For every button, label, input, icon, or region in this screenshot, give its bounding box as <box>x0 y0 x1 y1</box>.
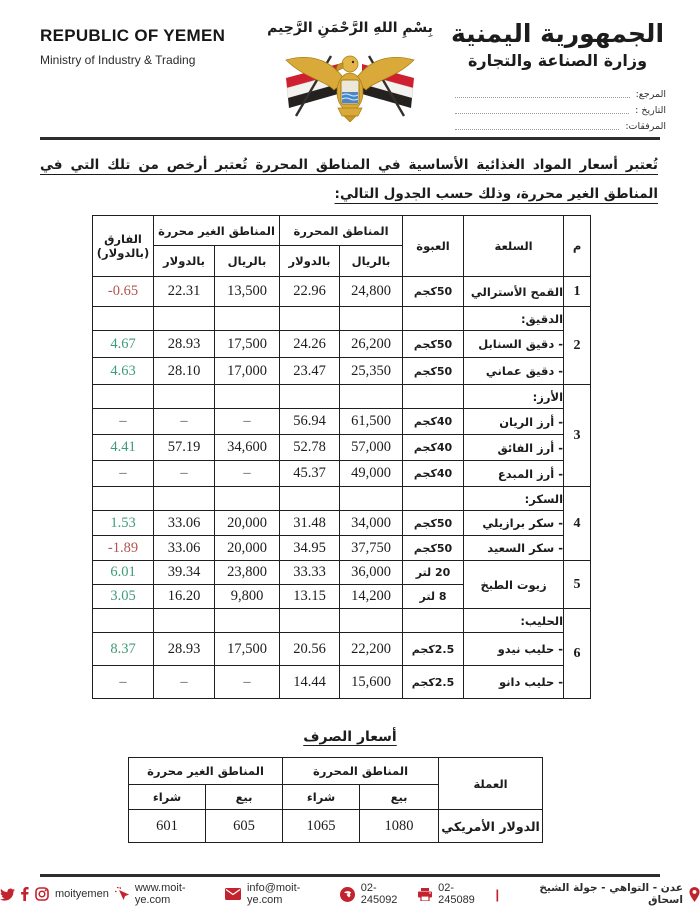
empty-cell <box>403 609 464 633</box>
commodity-group-label: الدقيق: <box>464 307 564 331</box>
price-cell: 22.96 <box>280 277 340 307</box>
country-title-ar: الجمهورية اليمنية <box>450 19 665 48</box>
pack-cell: 50كجم <box>403 358 464 385</box>
yemen-coat-of-arms-icon <box>250 36 450 126</box>
fx-header-liberated: المناطق المحررة <box>283 758 439 785</box>
footer-text: moityemen <box>55 888 109 900</box>
reference-field-row <box>451 104 666 116</box>
price-cell: 17,500 <box>215 633 280 666</box>
commodity-name-cell: القمح الأسترالي <box>464 277 564 307</box>
empty-cell <box>340 609 403 633</box>
price-cell: 13.15 <box>280 585 340 609</box>
price-cell: 34.95 <box>280 536 340 561</box>
envelope-icon <box>225 888 241 900</box>
reference-field-row <box>451 88 666 100</box>
empty-cell <box>215 487 280 511</box>
empty-cell <box>340 487 403 511</box>
price-cell: 24,800 <box>340 277 403 307</box>
bismillah-text: بِسْمِ اللهِ الرَّحْمَنِ الرَّحِيم <box>267 20 433 36</box>
footer-text: www.moit-ye.com <box>134 882 186 906</box>
fax-icon <box>418 888 432 901</box>
price-cell: 14.44 <box>280 666 340 699</box>
empty-cell <box>340 385 403 409</box>
exchange-title: أسعار الصرف <box>303 729 397 745</box>
exchange-table <box>128 757 543 843</box>
price-cell: 20.56 <box>280 633 340 666</box>
exchange-rate-cell: 601 <box>129 810 206 843</box>
price-cell: – <box>154 409 215 435</box>
pack-cell: 50كجم <box>403 277 464 307</box>
price-cell: 1.53 <box>93 511 154 536</box>
row-number-cell: 6 <box>564 609 591 699</box>
price-cell: 31.48 <box>280 511 340 536</box>
price-cell: 33.33 <box>280 561 340 585</box>
location-pin-icon <box>689 887 700 902</box>
price-cell: 15,600 <box>340 666 403 699</box>
empty-cell <box>280 385 340 409</box>
price-cell: – <box>93 409 154 435</box>
price-cell: -0.65 <box>93 277 154 307</box>
price-table-wrap <box>92 215 591 699</box>
price-cell: 45.37 <box>280 461 340 487</box>
pack-cell: 40كجم <box>403 409 464 435</box>
price-cell: 24.26 <box>280 331 340 358</box>
price-cell: 37,750 <box>340 536 403 561</box>
price-cell: 22.31 <box>154 277 215 307</box>
col-header-usd-non: بالدولار <box>154 246 215 277</box>
fx-header-non-liberated: المناطق الغير محررة <box>129 758 283 785</box>
empty-cell <box>154 609 215 633</box>
price-table <box>92 215 591 699</box>
price-cell: 22,200 <box>340 633 403 666</box>
price-cell: 33.06 <box>154 511 215 536</box>
col-header-liberated: المناطق المحررة <box>280 216 403 246</box>
fx-header-sell-non: بيع <box>206 785 283 810</box>
footer-separator: | <box>495 886 500 902</box>
pack-cell: 50كجم <box>403 511 464 536</box>
price-cell: 8.37 <box>93 633 154 666</box>
price-cell: 14,200 <box>340 585 403 609</box>
pack-cell: 8 لتر <box>403 585 464 609</box>
price-cell: 57,000 <box>340 435 403 461</box>
commodity-group-label: السكر: <box>464 487 564 511</box>
price-cell: – <box>154 666 215 699</box>
diff-line2: (بالدولار) <box>96 246 150 260</box>
commodity-group-label: الأرز: <box>464 385 564 409</box>
price-cell: 4.67 <box>93 331 154 358</box>
footer-text: 02-245089 <box>438 882 475 906</box>
exchange-table-wrap <box>128 757 543 843</box>
footer-text: 02-245092 <box>360 882 398 906</box>
price-cell: 36,000 <box>340 561 403 585</box>
reference-field-line <box>455 113 629 114</box>
price-cell: 23.47 <box>280 358 340 385</box>
price-cell: – <box>215 409 280 435</box>
price-table-body <box>93 277 591 699</box>
commodity-name-cell: - أرز الريان <box>464 409 564 435</box>
pack-cell: 40كجم <box>403 461 464 487</box>
row-number-cell: 1 <box>564 277 591 307</box>
exchange-rate-cell: 1065 <box>283 810 360 843</box>
footer-contact-bar <box>0 882 700 906</box>
empty-cell <box>93 609 154 633</box>
commodity-name-cell: - سكر برازيلي <box>464 511 564 536</box>
currency-name-cell: الدولار الأمريكي <box>439 810 543 843</box>
price-cell: 17,000 <box>215 358 280 385</box>
price-cell: 39.34 <box>154 561 215 585</box>
col-header-riyal-lib: بالريال <box>340 246 403 277</box>
reference-fields <box>451 88 666 136</box>
price-cell: 9,800 <box>215 585 280 609</box>
price-cell: 17,500 <box>215 331 280 358</box>
col-header-non-liberated: المناطق الغير محررة <box>154 216 280 246</box>
ministry-subtitle-ar: وزارة الصناعة والتجارة <box>467 51 648 70</box>
price-cell: 33.06 <box>154 536 215 561</box>
empty-cell <box>280 487 340 511</box>
intro-paragraph: تُعتبر أسعار المواد الغذائية الأساسية في المناطق المحررة تُعتبر أرخص من تلك التي في المناطق الغير محررة، وذلك حسب الجدول التالي: <box>40 157 658 202</box>
price-cell: 25,350 <box>340 358 403 385</box>
price-cell: 26,200 <box>340 331 403 358</box>
commodity-group-cell: زيوت الطبخ <box>464 561 564 609</box>
reference-field-label-1: التاريخ : <box>635 105 666 116</box>
col-header-diff <box>93 216 154 277</box>
price-cell: 61,500 <box>340 409 403 435</box>
empty-cell <box>93 385 154 409</box>
price-cell: 4.63 <box>93 358 154 385</box>
reference-field-line <box>455 129 619 130</box>
row-number-cell: 5 <box>564 561 591 609</box>
price-cell: 56.94 <box>280 409 340 435</box>
price-cell: 3.05 <box>93 585 154 609</box>
empty-cell <box>340 307 403 331</box>
empty-cell <box>93 487 154 511</box>
row-number-cell: 4 <box>564 487 591 561</box>
price-cell: 28.93 <box>154 633 215 666</box>
empty-cell <box>403 307 464 331</box>
empty-cell <box>403 385 464 409</box>
price-cell: 28.93 <box>154 331 215 358</box>
empty-cell <box>280 609 340 633</box>
reference-field-label-0: المرجع: <box>635 89 666 100</box>
price-cell: 6.01 <box>93 561 154 585</box>
commodity-name-cell: - أرز المبدع <box>464 461 564 487</box>
diff-line1: الفارق <box>104 232 142 246</box>
header-english-block <box>40 26 225 67</box>
phone-icon <box>340 887 355 902</box>
fx-header-sell-lib: بيع <box>360 785 439 810</box>
price-cell: 49,000 <box>340 461 403 487</box>
footer-text: info@moit-ye.com <box>246 882 301 906</box>
exchange-table-body <box>129 810 543 843</box>
footer-divider <box>40 874 660 877</box>
country-title-en: REPUBLIC OF YEMEN <box>40 26 226 45</box>
price-cell: – <box>215 666 280 699</box>
fx-header-buy-non: شراء <box>129 785 206 810</box>
fx-header-buy-lib: شراء <box>283 785 360 810</box>
pack-cell: 50كجم <box>403 331 464 358</box>
commodity-name-cell: - دقيق السنابل <box>464 331 564 358</box>
empty-cell <box>154 307 215 331</box>
commodity-name-cell: - دقيق عماني <box>464 358 564 385</box>
price-cell: 13,500 <box>215 277 280 307</box>
twitter-icon <box>0 888 15 901</box>
price-cell: – <box>154 461 215 487</box>
fx-header-currency: العملة <box>439 758 543 810</box>
price-cell: – <box>215 461 280 487</box>
cursor-click-icon <box>115 887 129 901</box>
facebook-icon <box>21 887 29 901</box>
col-header-item: السلعة <box>464 216 564 277</box>
instagram-icon <box>35 887 49 901</box>
empty-cell <box>215 307 280 331</box>
pack-cell: 40كجم <box>403 435 464 461</box>
price-cell: 34,000 <box>340 511 403 536</box>
reference-field-label-2: المرفقات: <box>625 121 666 132</box>
commodity-name-cell: - حليب نيدو <box>464 633 564 666</box>
price-cell: 34,600 <box>215 435 280 461</box>
price-cell: 57.19 <box>154 435 215 461</box>
price-cell: 20,000 <box>215 511 280 536</box>
price-cell: – <box>93 666 154 699</box>
col-header-no: م <box>564 216 591 277</box>
pack-cell: 2.5كجم <box>403 633 464 666</box>
pack-cell: 50كجم <box>403 536 464 561</box>
empty-cell <box>280 307 340 331</box>
exchange-rate-cell: 605 <box>206 810 283 843</box>
price-cell: 28.10 <box>154 358 215 385</box>
empty-cell <box>154 487 215 511</box>
reference-field-row <box>451 120 666 132</box>
col-header-pack: العبوة <box>403 216 464 277</box>
empty-cell <box>403 487 464 511</box>
row-number-cell: 3 <box>564 385 591 487</box>
price-cell: 23,800 <box>215 561 280 585</box>
pack-cell: 20 لتر <box>403 561 464 585</box>
empty-cell <box>154 385 215 409</box>
price-cell: – <box>93 461 154 487</box>
col-header-riyal-non: بالريال <box>215 246 280 277</box>
commodity-name-cell: - حليب دانو <box>464 666 564 699</box>
price-cell: 20,000 <box>215 536 280 561</box>
commodity-name-cell: - أرز الفائق <box>464 435 564 461</box>
pack-cell: 2.5كجم <box>403 666 464 699</box>
ministry-subtitle-en: Ministry of Industry & Trading <box>40 53 196 67</box>
price-cell: 16.20 <box>154 585 215 609</box>
price-cell: -1.89 <box>93 536 154 561</box>
exchange-rate-cell: 1080 <box>360 810 439 843</box>
empty-cell <box>93 307 154 331</box>
price-cell: 52.78 <box>280 435 340 461</box>
reference-field-line <box>455 97 630 98</box>
empty-cell <box>215 609 280 633</box>
col-header-usd-lib: بالدولار <box>280 246 340 277</box>
commodity-name-cell: - سكر السعيد <box>464 536 564 561</box>
price-cell: 4.41 <box>93 435 154 461</box>
row-number-cell: 2 <box>564 307 591 385</box>
header-arabic-block <box>445 20 670 70</box>
empty-cell <box>215 385 280 409</box>
header-divider <box>40 137 660 140</box>
commodity-group-label: الحليب: <box>464 609 564 633</box>
header-center-block <box>250 20 450 126</box>
footer-text: عدن - التواهي - جولة الشيخ اسحاق <box>539 882 683 906</box>
